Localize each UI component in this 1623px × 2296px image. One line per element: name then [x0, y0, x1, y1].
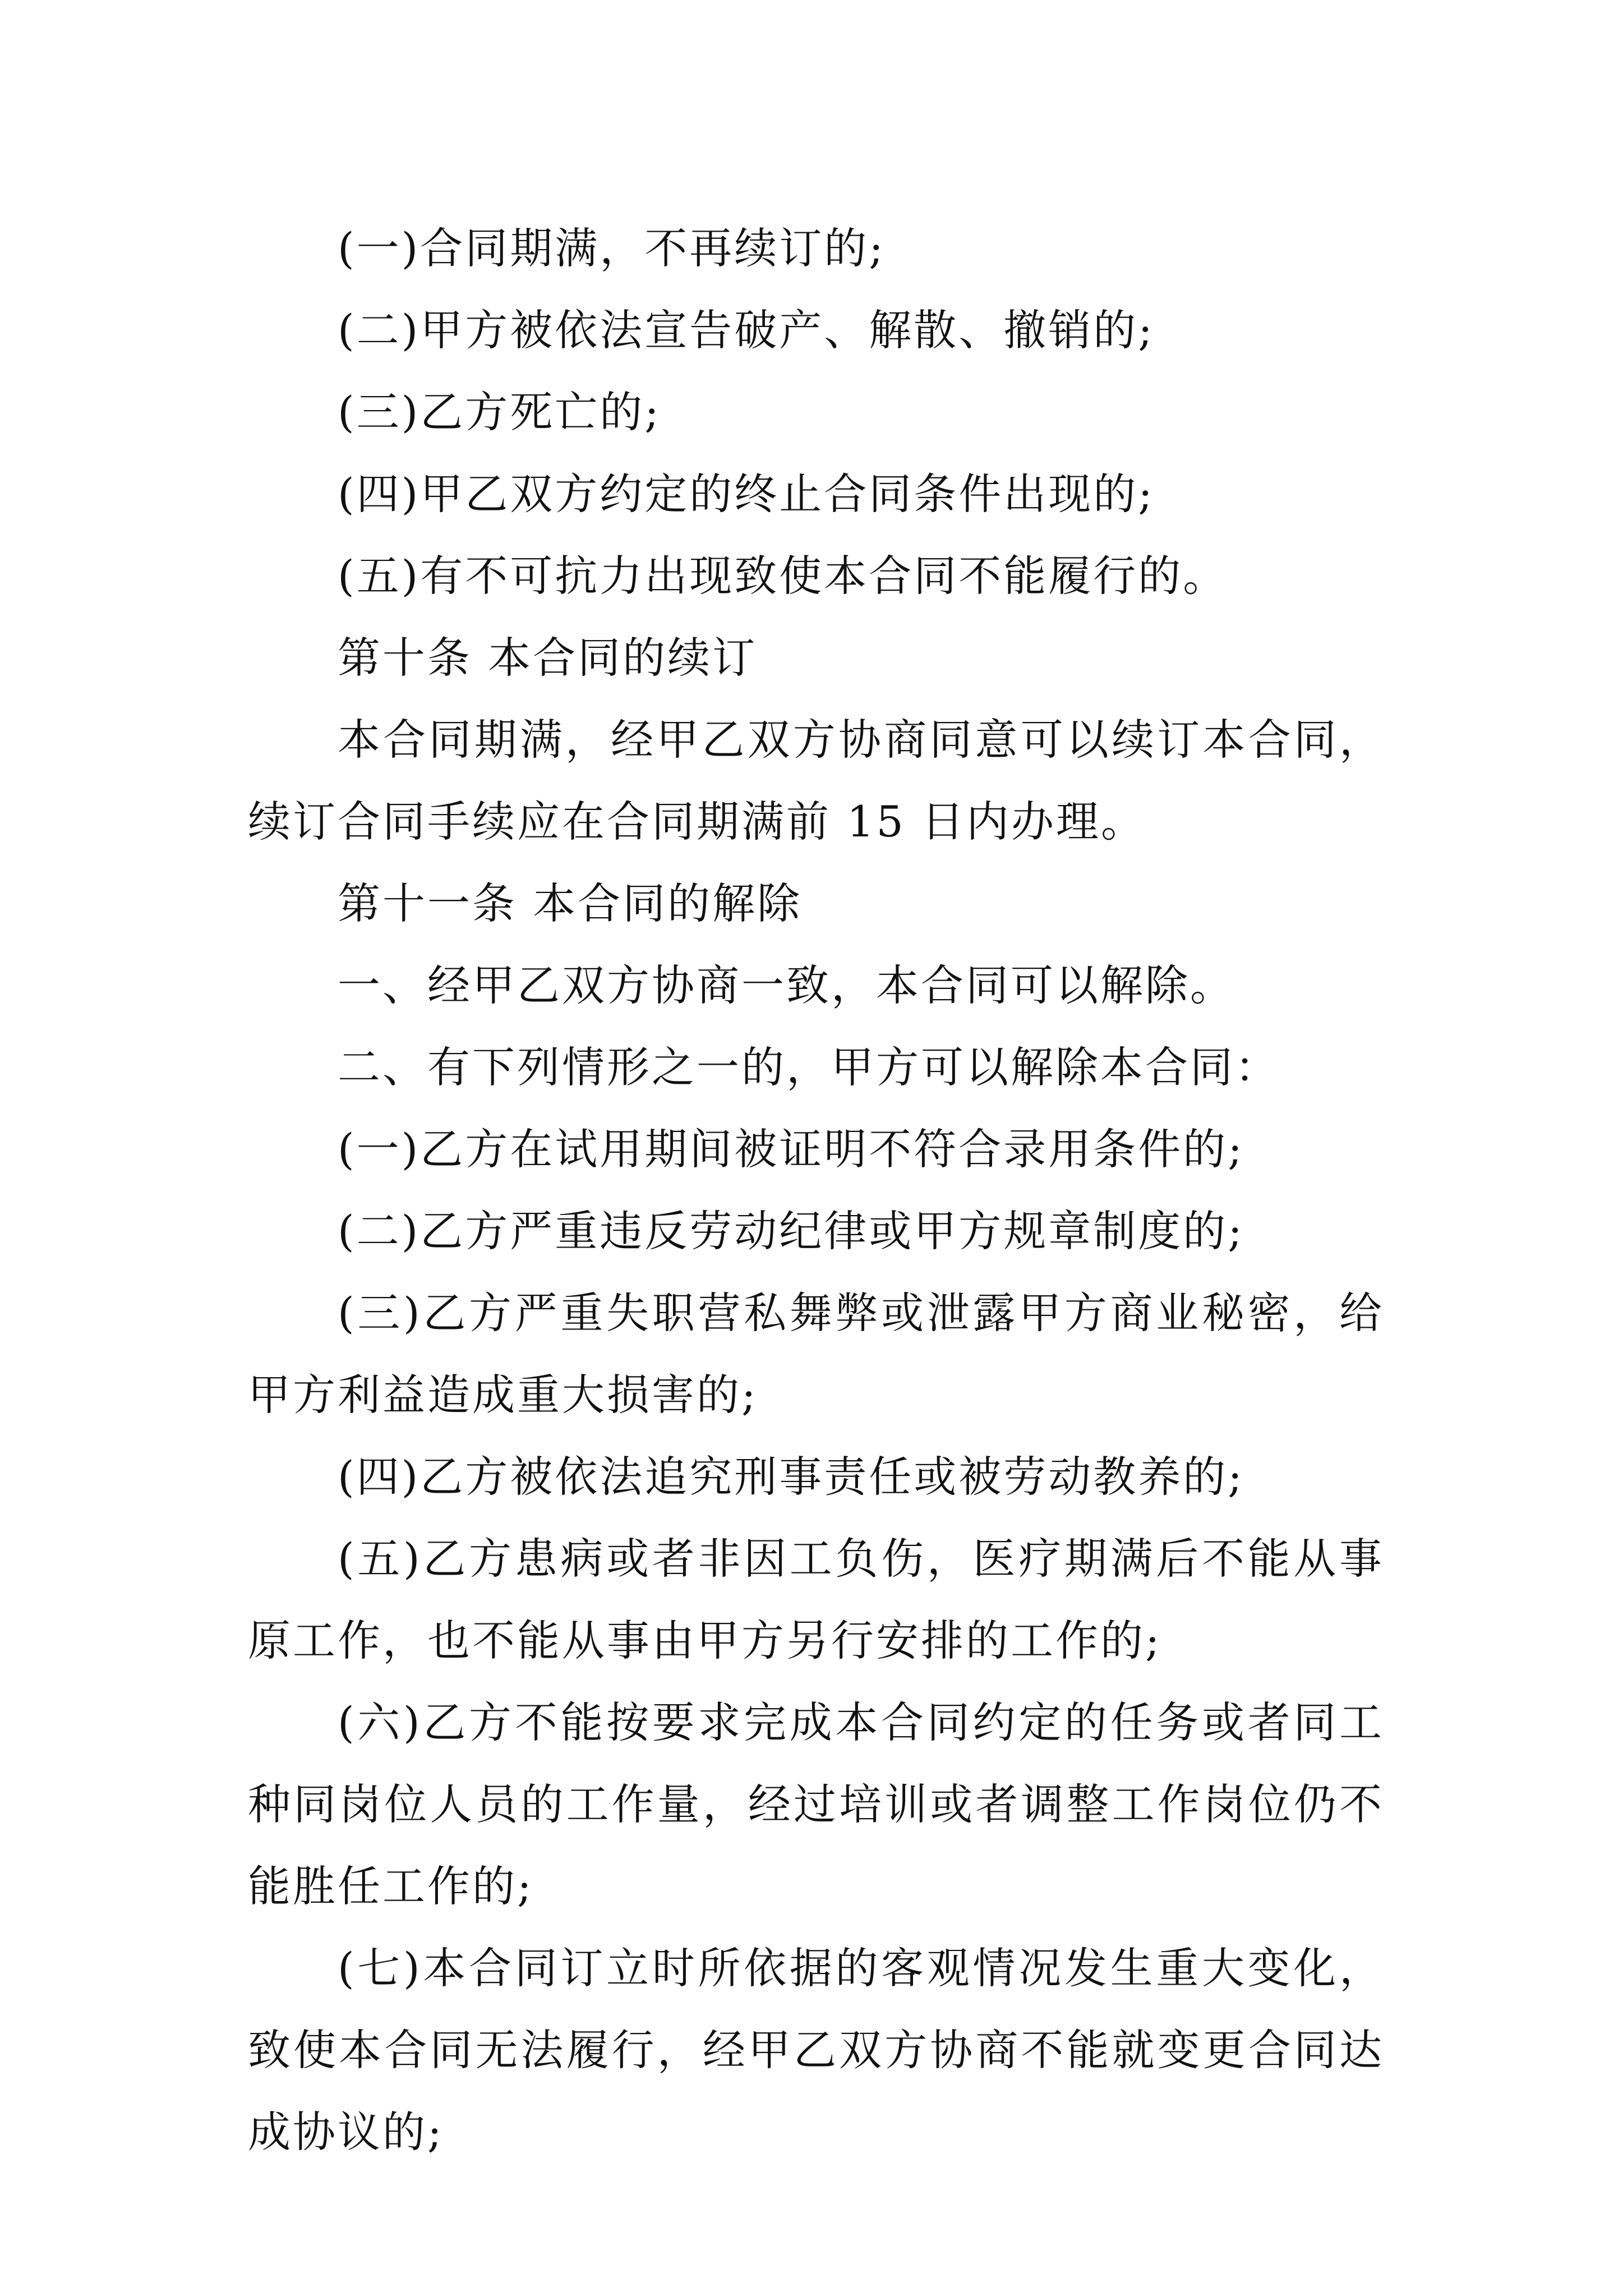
- article-11-section-1: 一、经甲乙双方协商一致，本合同可以解除。: [338, 960, 1235, 1010]
- dismissal-item-3: (三)乙方严重失职营私舞弊或泄露甲方商业秘密，给甲方利益造成重大损害的;: [248, 1288, 1384, 1420]
- paragraph-clause-5: (五)有不可抗力出现致使本合同不能履行的。: [338, 551, 1228, 601]
- paragraph-clause-3: (三)乙方死亡的;: [338, 387, 661, 437]
- document-body: [248, 208, 1384, 2173]
- dismissal-item-6: (六)乙方不能按要求完成本合同约定的任务或者同工种同岗位人员的工作量，经过培训或者调整工作岗位仍不能胜任工作的;: [248, 1697, 1384, 1911]
- paragraph-clause-4: (四)甲乙双方约定的终止合同条件出现的;: [338, 469, 1155, 519]
- article-10-heading: 第十条 本合同的续订: [338, 633, 758, 683]
- paragraph-clause-1: (一)合同期满，不再续订的;: [338, 223, 886, 273]
- dismissal-item-4: (四)乙方被依法追究刑事责任或被劳动教养的;: [338, 1452, 1244, 1502]
- dismissal-item-5: (五)乙方患病或者非因工负伤，医疗期满后不能从事原工作，也不能从事由甲方另行安排的工作的;: [248, 1534, 1384, 1665]
- article-10-body: 本合同期满，经甲乙双方协商同意可以续订本合同，续订合同手续应在合同期满前 15 日内办理。: [248, 715, 1384, 846]
- dismissal-item-7: (七)本合同订立时所依据的客观情况发生重大变化，致使本合同无法履行，经甲乙双方协商不能就变更合同达成协议的;: [248, 1943, 1384, 2157]
- article-11-section-2: 二、有下列情形之一的，甲方可以解除本合同：: [338, 1042, 1280, 1092]
- article-11-heading: 第十一条 本合同的解除: [338, 878, 803, 928]
- paragraph-clause-2: (二)甲方被依法宣告破产、解散、撤销的;: [338, 305, 1155, 355]
- dismissal-item-2: (二)乙方严重违反劳动纪律或甲方规章制度的;: [338, 1206, 1244, 1256]
- dismissal-item-1: (一)乙方在试用期间被证明不符合录用条件的;: [338, 1124, 1244, 1174]
